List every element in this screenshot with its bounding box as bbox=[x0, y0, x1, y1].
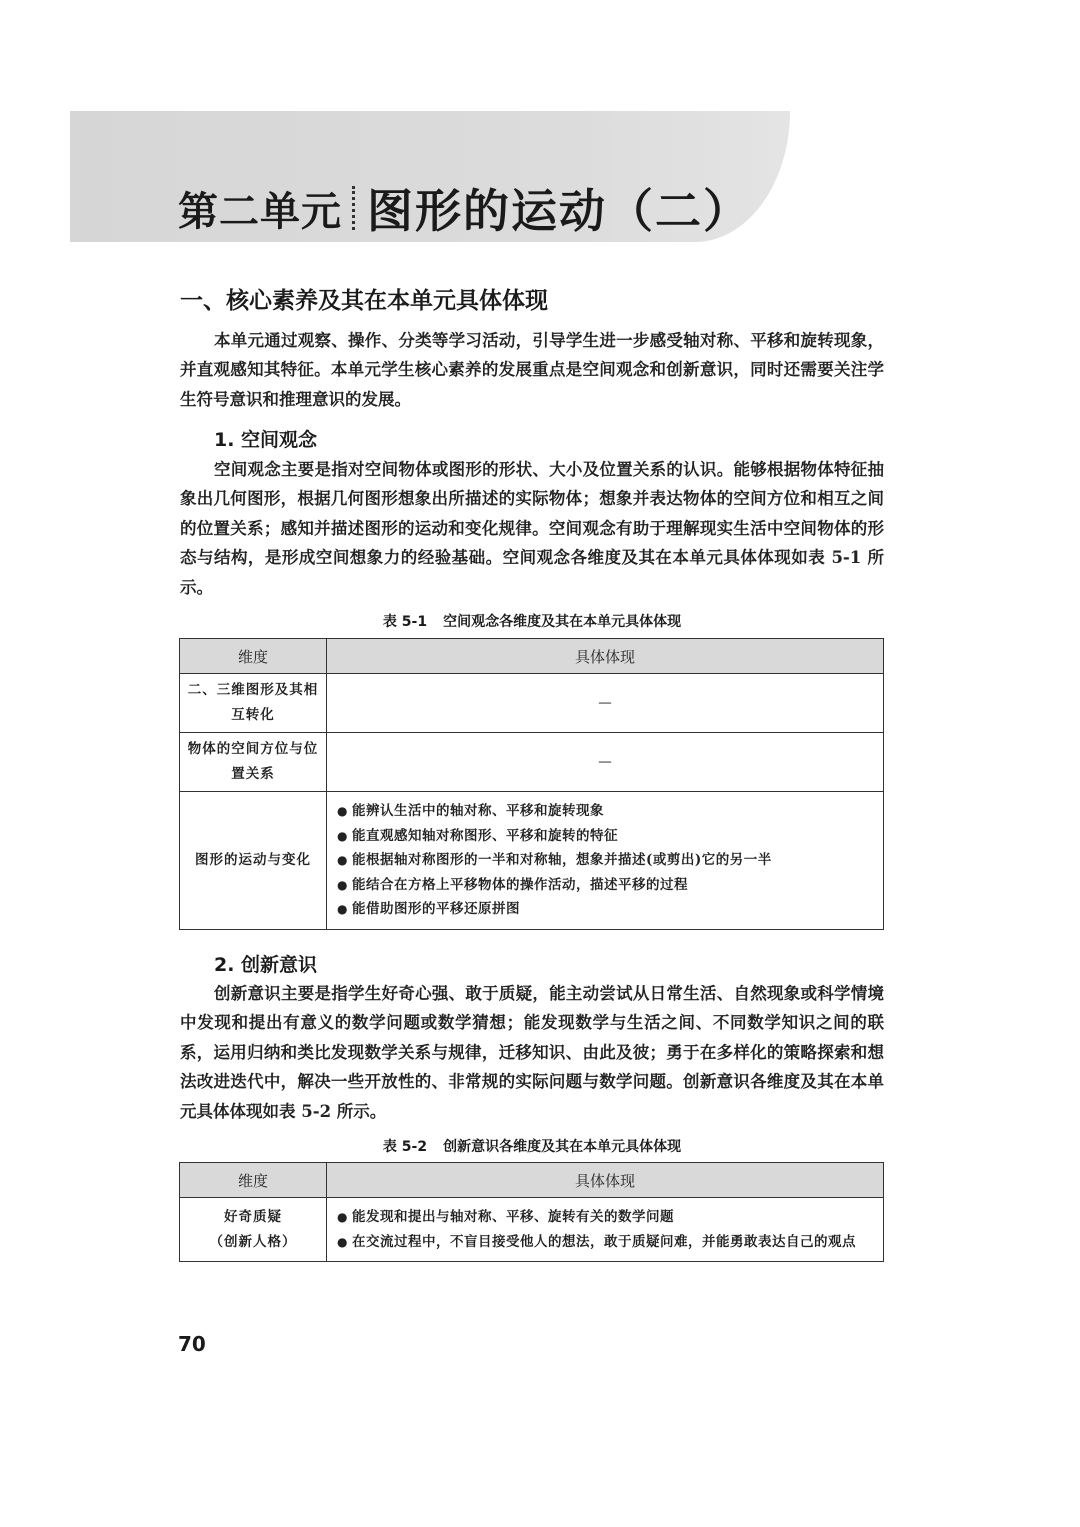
unit-label: 第二单元 bbox=[178, 188, 342, 235]
table-number: 表 5-1 bbox=[382, 614, 428, 630]
title-divider bbox=[352, 186, 355, 230]
table-caption bbox=[180, 1136, 884, 1156]
table-row bbox=[180, 1198, 884, 1262]
header-content: 具体体现 bbox=[327, 639, 884, 674]
table-row bbox=[180, 733, 884, 792]
row-dimension bbox=[180, 1198, 327, 1262]
table-header-row bbox=[180, 1163, 884, 1198]
innovation-paragraph: 创新意识主要是指学生好奇心强、敢于质疑，能主动尝试从日常生活、自然现象或科学情境中发现和提出有意义的数学问题或数学猜想；能发现数学与生活之间、不同数学知识之间的联系，运用归纳和类比发现数学关系与规律，迁移知识、由此及彼；勇于在多样化的策略探索和想法改进迭代中，解决一些开放性的、非常规的实际问题与数学问题。创新意识各维度及其在本单元具体体现如表 5-2 所示。 bbox=[180, 984, 884, 1121]
page-number: 70 bbox=[178, 1332, 206, 1356]
spatial-paragraph: 空间观念主要是指对空间物体或图形的形状、大小及位置关系的认识。能够根据物体特征抽象出几何图形，根据几何图形想象出所描述的实际物体；想象并表达物体的空间方位和相互之间的位置关系；感知并描述图形的运动和变化规律。空间观念有助于理解现实生活中空间物体的形态与结构，是形成空间想象力的经验基础。空间观念各维度及其在本单元具体体现如表 5-1 所示。 bbox=[180, 460, 884, 597]
table-caption bbox=[180, 611, 884, 631]
table-innovation bbox=[179, 1162, 884, 1262]
row-content: — bbox=[327, 674, 884, 733]
unit-title bbox=[178, 178, 751, 238]
dimension-name: 好奇质疑 bbox=[224, 1208, 282, 1225]
list-item: ● 能辨认生活中的轴对称、平移和旋转现象 bbox=[337, 799, 875, 824]
list-item: ● 能直观感知轴对称图形、平移和旋转的特征 bbox=[337, 824, 875, 849]
row-dimension: 二、三维图形及其相互转化 bbox=[180, 674, 327, 733]
row-dimension: 图形的运动与变化 bbox=[180, 792, 327, 930]
row-content bbox=[327, 1198, 884, 1262]
table-title: 空间观念各维度及其在本单元具体体现 bbox=[443, 614, 682, 630]
header-dimension: 维度 bbox=[180, 1163, 327, 1198]
table-title: 创新意识各维度及其在本单元具体体现 bbox=[443, 1139, 682, 1155]
table-number: 表 5-2 bbox=[382, 1139, 428, 1155]
table-header-row bbox=[180, 639, 884, 674]
list-item: ● 能结合在方格上平移物体的操作活动，描述平移的过程 bbox=[337, 873, 875, 898]
table-row bbox=[180, 792, 884, 930]
table-row bbox=[180, 674, 884, 733]
intro-paragraph: 本单元通过观察、操作、分类等学习活动，引导学生进一步感受轴对称、平移和旋转现象，并直观感知其特征。本单元学生核心素养的发展重点是空间观念和创新意识，同时还需要关注学生符号意识和推理意识的发展。 bbox=[180, 331, 884, 409]
dimension-note: （创新人格） bbox=[209, 1233, 297, 1250]
table-spatial bbox=[179, 638, 884, 930]
header-content: 具体体现 bbox=[327, 1163, 884, 1198]
row-dimension: 物体的空间方位与位置关系 bbox=[180, 733, 327, 792]
header-dimension: 维度 bbox=[180, 639, 327, 674]
row-content bbox=[327, 792, 884, 930]
subsection-heading-spatial: 1. 空间观念 bbox=[214, 429, 318, 451]
row-content: — bbox=[327, 733, 884, 792]
list-item: ● 能发现和提出与轴对称、平移、旋转有关的数学问题 bbox=[337, 1205, 875, 1230]
list-item: ● 在交流过程中，不盲目接受他人的想法，敢于质疑问难，并能勇敢表达自己的观点 bbox=[337, 1230, 875, 1255]
section-heading: 一、核心素养及其在本单元具体体现 bbox=[180, 288, 548, 314]
subsection-heading-innovation: 2. 创新意识 bbox=[214, 954, 318, 976]
unit-name: 图形的运动（二） bbox=[367, 184, 751, 238]
list-item: ● 能借助图形的平移还原拼图 bbox=[337, 897, 875, 922]
list-item: ● 能根据轴对称图形的一半和对称轴，想象并描述(或剪出)它的另一半 bbox=[337, 848, 875, 873]
